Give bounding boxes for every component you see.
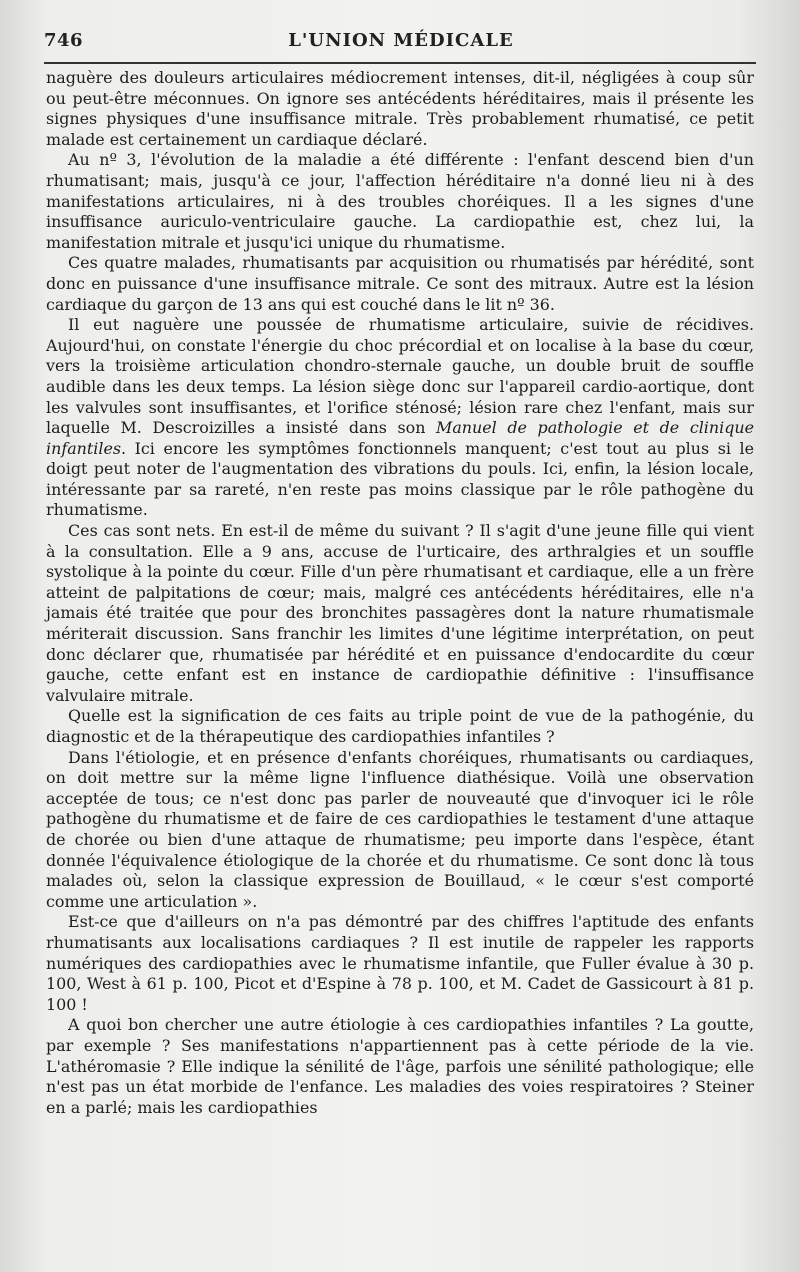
paragraph: Au nº 3, l'évolution de la maladie a été différente : l'enfant descend bien d'un rhumatisant; mais, jusqu'à ce jour, l'affection héréditaire n'a donné lieu ni à des manifestations articulaires, ni à des troubles choréiques. Il a les signes d'une insuffisance auriculo-ventriculaire gauche. La cardiopathie est, chez lui, la manifestation mitrale et jusqu'ici unique du rhumatisme. bbox=[46, 150, 754, 252]
paragraph: Ces quatre malades, rhumatisants par acquisition ou rhumatisés par hérédité, sont donc en puissance d'une insuffisance mitrale. Ce sont des mitraux. Autre est la lésion cardiaque du garçon de 13 ans qui est couché dans le lit nº 36. bbox=[46, 253, 754, 314]
book-title: Manuel de pathologie et de clinique infantiles bbox=[46, 418, 755, 458]
paragraph: A quoi bon chercher une autre étiologie à ces cardiopathies infantiles ? La goutte, par exemple ? Ses manifestations n'appartiennent pas à cette période de la vie. L'athéromasie ? Elle indique la sénilité de l'âge, parfois une sénilité pathologique; elle n'est pas un état morbide de l'enfance. Les maladies des voies respiratoires ? Steiner en a parlé; mais les cardiopathies bbox=[46, 1015, 754, 1117]
paragraph-text-continued: . Ici encore les symptômes fonctionnels manquent; c'est tout au plus si le doigt peut noter de l'augmentation des vibrations du pouls. Ici, enfin, la lésion locale, intéressante par sa rareté, n'en reste pas moins classique par le rôle pathogène du rhumatisme. bbox=[46, 438, 754, 520]
paragraph: Dans l'étiologie, et en présence d'enfants choréiques, rhumatisants ou cardiaques, on doit mettre sur la même ligne l'influence diathésique. Voilà une observation acceptée de tous; ce n'est donc pas parler de nouveauté que d'invoquer ici le rôle pathogène du rhumatisme et de faire de ces cardiopathies le testament d'une attaque de chorée ou bien d'une attaque de rhumatisme; peu importe dans l'espèce, étant donnée l'équivalence étiologique de la chorée et du rhumatisme. Ce sont donc là tous malades où, selon la classique expression de Bouillaud, « le cœur s'est comporté comme une articulation ». bbox=[46, 747, 754, 911]
page-header bbox=[44, 30, 758, 56]
running-title: L'UNION MÉDICALE bbox=[288, 30, 514, 51]
page-number: 746 bbox=[44, 30, 84, 51]
paragraph: naguère des douleurs articulaires médiocrement intenses, dit-il, négligées à coup sûr ou peut-être méconnues. On ignore ses antécédents héréditaires, mais il présente les signes physiques d'une insuffisance mitrale. Très probablement rhumatisé, ce petit malade est certainement un cardiaque déclaré. bbox=[46, 68, 754, 149]
body-text bbox=[46, 68, 754, 1118]
header-rule bbox=[44, 62, 756, 64]
paragraph: Quelle est la signification de ces faits au triple point de vue de la pathogénie, du diagnostic et de la thérapeutique des cardiopathies infantiles ? bbox=[46, 706, 754, 746]
paragraph-text: Il eut naguère une poussée de rhumatisme articulaire, suivie de récidives. Aujourd'hui, on constate l'énergie du choc précordial et on localise à la base du cœur, vers la troisième articulation chondro-sternale gauche, un double bruit de souffle audible dans les deux temps. La lésion siège donc sur l'appareil cardio-aortique, dont les valvules sont insuffisantes, et l'orifice sténosé; lésion rare chez l'enfant, mais sur laquelle M. Descroizilles a insisté dans son bbox=[46, 315, 754, 438]
paragraph: Est-ce que d'ailleurs on n'a pas démontré par des chiffres l'aptitude des enfants rhumatisants aux localisations cardiaques ? Il est inutile de rappeler les rapports numériques des cardiopathies avec le rhumatisme infantile, que Fuller évalue à 30 p. 100, West à 61 p. 100, Picot et d'Espine à 78 p. 100, et M. Cadet de Gassicourt à 81 p. 100 ! bbox=[46, 912, 754, 1014]
paragraph: Ces cas sont nets. En est-il de même du suivant ? Il s'agit d'une jeune fille qui vient à la consultation. Elle a 9 ans, accuse de l'urticaire, des arthralgies et un souffle systolique à la pointe du cœur. Fille d'un père rhumatisant et cardiaque, elle a un frère atteint de palpitations de cœur; mais, malgré ces antécédents héréditaires, elle n'a jamais été traitée que pour des bronchites passagères dont la nature rhumatismale mériterait discussion. Sans franchir les limites d'une légitime interprétation, on peut donc déclarer que, rhumatisée par hérédité et en puissance d'endocardite du cœur gauche, cette enfant est en instance de cardiopathie définitive : l'insuffisance valvulaire mitrale. bbox=[46, 521, 754, 705]
paragraph-with-citation bbox=[46, 315, 754, 521]
